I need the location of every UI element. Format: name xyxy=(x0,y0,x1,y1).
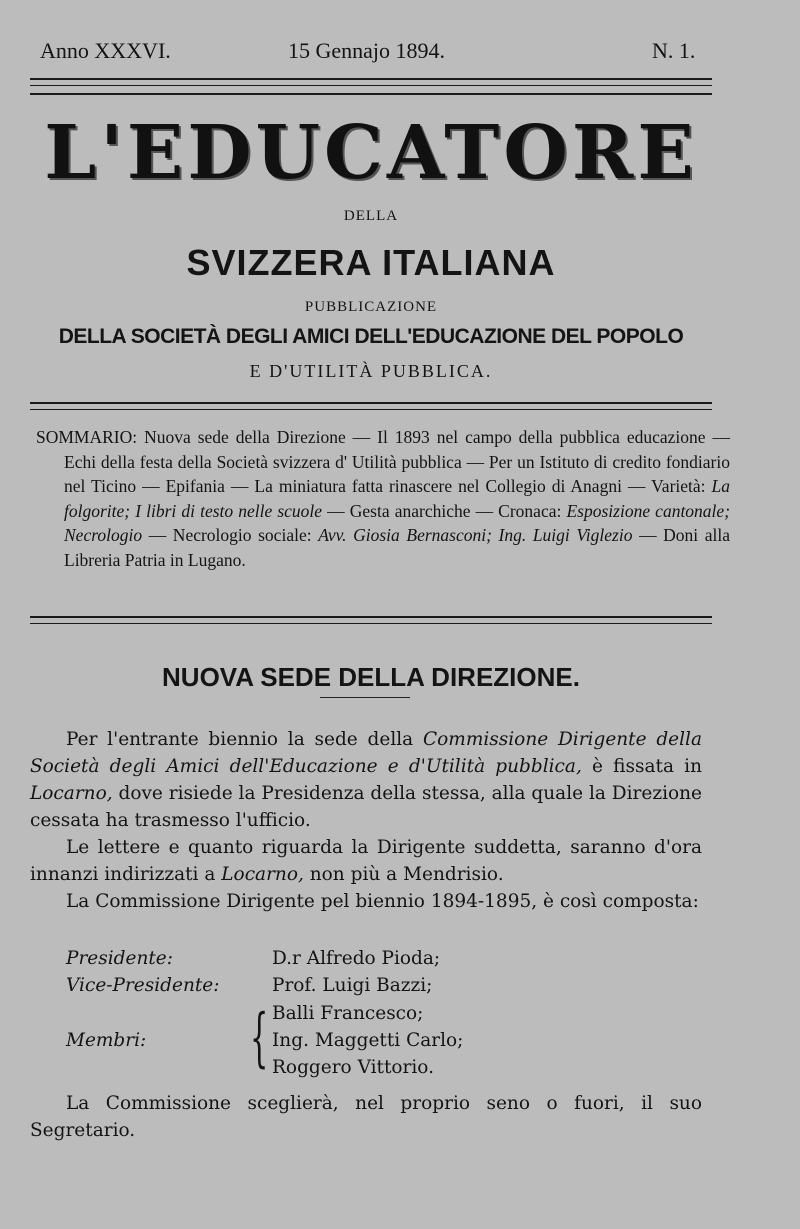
sommario-italic-3: Avv. Giosia Bernasconi; Ing. Luigi Viglezio xyxy=(318,525,633,545)
masthead-della: DELLA xyxy=(343,208,399,224)
issue-date: 15 Gennajo 1894. xyxy=(288,38,446,63)
header-rule-top xyxy=(30,78,712,80)
role-vice-presidente: Vice-Presidente: xyxy=(66,975,220,996)
p2-italic-locarno: Locarno, xyxy=(221,864,304,885)
p1-text-b: è fissata in xyxy=(592,756,702,777)
role-presidente: Presidente: xyxy=(66,948,173,969)
sommario-rule-top xyxy=(30,616,712,618)
name-presidente: D.r Alfredo Pioda; xyxy=(272,948,441,969)
masthead-pubblicazione: PUBBLICAZIONE xyxy=(304,299,438,315)
sommario-text-4: — Doni alla Libreria Patria in Lugano. xyxy=(64,525,731,570)
membro-1: Balli Francesco; xyxy=(272,1003,424,1024)
p1-text-c: dove risiede la Presidenza della stessa, alla quale la Direzione cessata ha trasmesso l'ufficio. xyxy=(30,783,702,831)
issue-number: N. 1. xyxy=(652,38,696,63)
header-rule-bottom xyxy=(30,93,712,95)
p1-text-a: Per l'entrante biennio la sede della xyxy=(66,729,414,750)
masthead-utility: E D'UTILITÀ PUBBLICA. xyxy=(249,361,493,381)
masthead-society: DELLA SOCIETÀ DEGLI AMICI DELL'EDUCAZIONE DEL POPOLO xyxy=(58,325,684,348)
article-paragraph-3: La Commissione Dirigente pel biennio 1894-1895, è così composta: xyxy=(66,891,699,912)
volume-label: Anno XXXVI. xyxy=(40,38,171,63)
masthead-rule-top xyxy=(30,402,712,404)
title-underline xyxy=(320,697,410,698)
p1-italic-society: Commissione Dirigente della Società degli Amici dell'Educazione e d'Utilità pubblica, xyxy=(30,729,702,777)
p2-text-a: Le lettere e quanto riguarda la Dirigente suddetta, saranno d'ora innanzi indirizzati a xyxy=(30,837,702,885)
masthead-subtitle: SVIZZERA ITALIANA xyxy=(186,242,556,283)
sommario-text-1: Nuova sede della Direzione — Il 1893 nel campo della pubblica educazione — Echi della festa della Società svizzera d' Utilità pubblica — Per un Istituto di credito fondiario nel Ticino — Epifania — La miniatura fatta rinascere nel Collegio di Anagni — Varietà: xyxy=(64,427,731,496)
sommario-italic-1: La folgorite; I libri di testo nelle scuole xyxy=(64,476,730,521)
membri-brace: { xyxy=(250,1001,269,1075)
membro-2: Ing. Maggetti Carlo; xyxy=(272,1030,464,1051)
name-vice-presidente: Prof. Luigi Bazzi; xyxy=(272,975,433,996)
article-paragraph-1 xyxy=(30,726,702,834)
header-rule-double xyxy=(30,85,712,86)
role-membri: Membri: xyxy=(66,1030,147,1051)
masthead-rule-bottom xyxy=(30,409,712,410)
p1-italic-locarno: Locarno, xyxy=(30,783,113,804)
article-title: NUOVA SEDE DELLA DIREZIONE. xyxy=(162,662,580,692)
article-paragraph-2 xyxy=(30,834,702,888)
sommario-text-3: — Necrologio sociale: xyxy=(148,525,312,545)
p2-text-b: non più a Mendrisio. xyxy=(309,864,504,885)
membro-3: Roggero Vittorio. xyxy=(272,1057,434,1078)
sommario-label: SOMMARIO: xyxy=(36,427,138,447)
article-paragraph-4: La Commissione sceglierà, nel proprio seno o fuori, il suo Segretario. xyxy=(30,1093,702,1141)
sommario-rule-bottom xyxy=(30,623,712,624)
table-of-contents xyxy=(36,425,730,572)
sommario-italic-2: Esposizione cantonale; Necrologio xyxy=(64,500,731,545)
masthead-title: L'EDUCATORE xyxy=(44,110,698,196)
sommario-text-2: — Gesta anarchiche — Cronaca: xyxy=(327,500,562,521)
